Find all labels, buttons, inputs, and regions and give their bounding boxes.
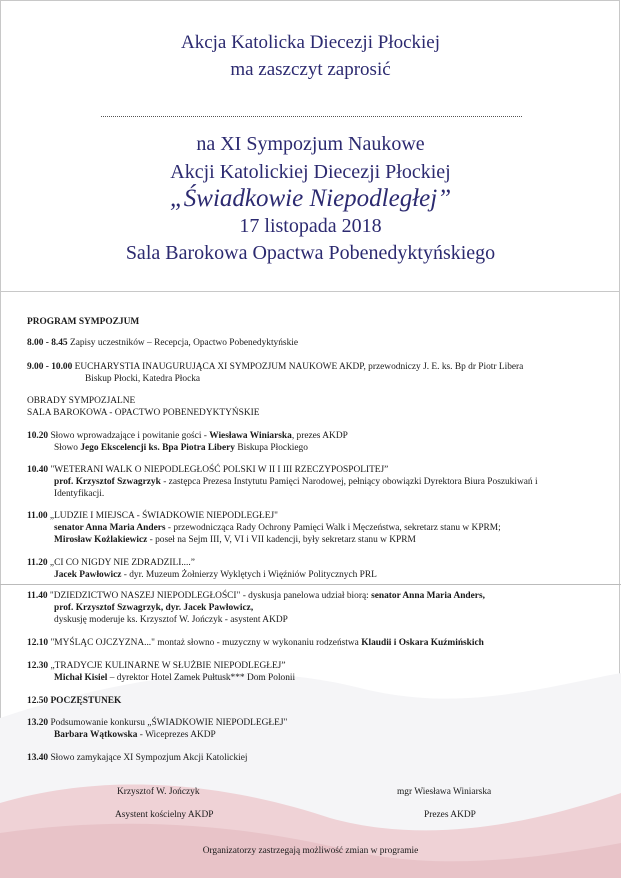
program-item: 10.40 "WETERANI WALK O NIEPODLEGŁOŚĆ POLSKI W II I III RZECZYPOSPOLITEJ” xyxy=(27,465,389,475)
event-theme: „Świadkowie Niepodległej” xyxy=(169,185,452,212)
program-item: 12.50 POCZĘSTUNEK xyxy=(27,696,122,706)
event-title-2: Akcji Katolickiej Diecezji Płockiej xyxy=(170,161,451,183)
flag-background xyxy=(0,618,621,878)
signature-right-name: mgr Wiesława Winiarska xyxy=(397,787,492,797)
program-item: 12.30 „TRADYCJE KULINARNE W SŁUŻBIE NIEPODLEGŁEJ” xyxy=(27,661,286,671)
program-item-line: Mirosław Kożlakiewicz - poseł na Sejm III, V, VI i VII kadencji, były sekretarz stanu w KPRM xyxy=(54,535,416,545)
signature-left-role: Asystent kościelny AKDP xyxy=(115,810,214,820)
event-title-1: na XI Sympozjum Naukowe xyxy=(196,133,425,155)
signature-right-role: Prezes AKDP xyxy=(424,810,476,820)
program-item-line: Michał Kisiel – dyrektor Hotel Zamek Pułtusk*** Dom Polonii xyxy=(54,673,296,683)
program-item: 12.10 "MYŚLĄC OJCZYZNA..." montaż słowno - muzyczny w wykonaniu rodzeństwa Klaudii i Oskara Kuźmińskich xyxy=(27,638,484,648)
program-item: 9.00 - 10.00 EUCHARYSTIA INAUGURUJĄCA XI SYMPOZJUM NAUKOWE AKDP, przewodniczy J. E. ks. Bp dr Piotr Libera xyxy=(27,362,524,372)
footer-note: Organizatorzy zastrzegają możliwość zmian w programie xyxy=(202,846,419,856)
section-divider xyxy=(0,584,621,585)
invite-line: ma zaszczyt zaprosić xyxy=(230,59,391,80)
program-item-line: senator Anna Maria Anders - przewodnicząca Rady Ochrony Pamięci Walk i Męczeństwa, sekretarz stanu w KPRM; xyxy=(54,523,501,533)
program-item: 10.20 Słowo wprowadzające i powitanie gości - Wiesława Winiarska, prezes AKDP xyxy=(27,431,348,441)
organizer-line: Akcja Katolicka Diecezji Płockiej xyxy=(180,32,441,53)
program-item: 13.40 Słowo zamykające XI Sympozjum Akcji Katolickiej xyxy=(27,753,248,763)
event-venue: Sala Barokowa Opactwa Pobenedyktyńskiego xyxy=(125,242,496,264)
section-label: OBRADY SYMPOZJALNE xyxy=(27,396,136,406)
program-item-line: prof. Krzysztof Szwagrzyk - zastępca Prezesa Instytutu Pamięci Narodowej, pełniący obowiązki Dyrektora Biura Poszukiwań i xyxy=(54,477,538,487)
program-item-line: prof. Krzysztof Szwagrzyk, dyr. Jacek Pawłowicz, xyxy=(54,603,254,613)
dotted-divider xyxy=(101,116,522,117)
program-item-line: Słowo Jego Ekscelencji ks. Bpa Piotra Libery Biskupa Płockiego xyxy=(54,443,308,453)
program-item-line: dyskusję moderuje ks. Krzysztof W. Jończyk - asystent AKDP xyxy=(54,615,288,625)
program-item-line: Identyfikacji. xyxy=(54,489,105,499)
program-item: 11.00 „LUDZIE I MIEJSCA - ŚWIADKOWIE NIEPODLEGŁEJ" xyxy=(27,511,278,521)
section-label: SALA BAROKOWA - OPACTWO POBENEDYKTYŃSKIE xyxy=(27,408,260,418)
program-item-line: Biskup Płocki, Katedra Płocka xyxy=(85,374,201,384)
program-heading: PROGRAM SYMPOZJUM xyxy=(27,317,140,327)
program-item: 13.20 Podsumowanie konkursu „ŚWIADKOWIE NIEPODLEGŁEJ" xyxy=(27,718,288,728)
program-item-line: Jacek Pawłowicz - dyr. Muzeum Żołnierzy Wyklętych i Więźniów Politycznych PRL xyxy=(54,570,377,580)
event-date: 17 listopada 2018 xyxy=(239,215,382,237)
program-item: 8.00 - 8.45 Zapisy uczestników – Recepcja, Opactwo Pobenedyktyńskie xyxy=(27,338,299,348)
signature-left-name: Krzysztof W. Jończyk xyxy=(117,787,200,797)
program-item: 11.40 "DZIEDZICTWO NASZEJ NIEPODLEGŁOŚCI" - dyskusja panelowa udział biorą: senator Anna Maria Anders, xyxy=(27,591,485,601)
program-item-line: Barbara Wątkowska - Wiceprezes AKDP xyxy=(54,730,216,740)
program-item: 11.20 „CI CO NIGDY NIE ZDRADZILI....” xyxy=(27,558,195,568)
